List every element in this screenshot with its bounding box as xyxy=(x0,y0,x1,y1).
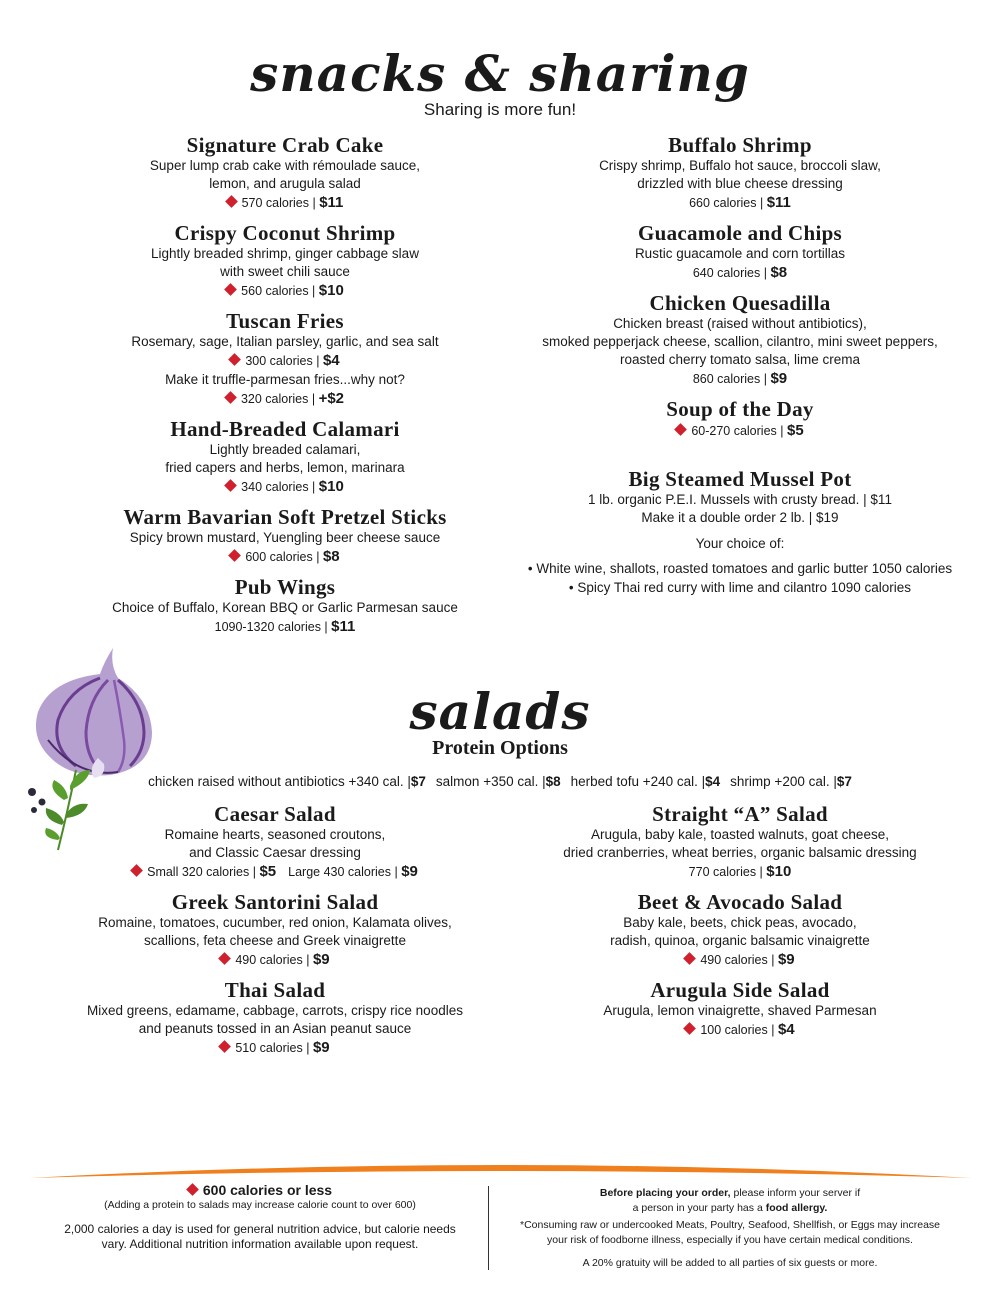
item-calories: 340 calories xyxy=(241,480,309,494)
item-name: Warm Bavarian Soft Pretzel Sticks xyxy=(123,505,447,529)
item-name: Guacamole and Chips xyxy=(637,221,843,245)
item-name: Crispy Coconut Shrimp xyxy=(174,221,396,245)
item-desc: Rustic guacamole and corn tortillas xyxy=(634,246,846,261)
menu-item xyxy=(510,292,970,389)
protein-option-price: $7 xyxy=(836,774,852,789)
item-desc: smoked pepperjack cheese, scallion, cilantro, mini sweet peppers, xyxy=(542,334,938,349)
diamond-icon xyxy=(228,549,241,562)
item-calories: Large 430 calories xyxy=(288,865,391,879)
item-desc: and Classic Caesar dressing xyxy=(189,845,361,860)
menu-item xyxy=(60,891,490,970)
item-desc: radish, quinoa, organic balsamic vinaigrette xyxy=(610,933,870,948)
item-calories: 300 calories xyxy=(245,354,313,368)
item-price-line: 340 calories | $10 xyxy=(60,477,510,497)
protein-option xyxy=(436,774,561,789)
item-name: Big Steamed Mussel Pot xyxy=(628,467,852,491)
mussel-option: • White wine, shallots, roasted tomatoes and garlic butter 1050 calories xyxy=(527,561,953,576)
item-calories: 770 calories xyxy=(688,865,757,879)
item-desc: lemon, and arugula salad xyxy=(209,176,361,191)
item-desc: drizzled with blue cheese dressing xyxy=(637,176,843,191)
item-price: $5 xyxy=(786,422,804,439)
raw-food-warning: *Consuming raw or undercooked Meats, Poultry, Seafood, Shellfish, or Eggs may increase your risk of foodborne illness, especially if you have certain medical conditions. xyxy=(519,1219,940,1246)
menu-item xyxy=(510,398,970,441)
menu-item xyxy=(60,506,510,567)
footer-legend: 600 calories or less xyxy=(202,1182,333,1198)
item-price-line: 60-270 calories | $5 xyxy=(510,421,970,441)
item-desc: Super lump crab cake with rémoulade sauce, xyxy=(149,158,421,173)
item-price-line: 640 calories | $8 xyxy=(692,264,788,281)
allergy-text: please inform your server if xyxy=(730,1187,861,1199)
menu-item xyxy=(60,222,510,301)
diamond-icon xyxy=(683,1022,696,1035)
section-title-snacks: snacks & sharing xyxy=(250,44,750,103)
item-name: Tuscan Fries xyxy=(226,309,344,333)
item-price-line: 490 calories | $9 xyxy=(60,950,490,970)
item-price: $10 xyxy=(318,478,344,495)
item-name: Chicken Quesadilla xyxy=(649,291,831,315)
item-desc: with sweet chili sauce xyxy=(220,264,350,279)
item-desc: Arugula, baby kale, toasted walnuts, goat cheese, xyxy=(591,827,889,842)
item-desc: Lightly breaded shrimp, ginger cabbage slaw xyxy=(151,246,419,261)
item-price: $8 xyxy=(770,264,788,281)
footer-nutrition-text: 2,000 calories a day is used for general nutrition advice, but calorie needs vary. Additional nutrition information available upon request. xyxy=(64,1222,456,1251)
item-price: $9 xyxy=(777,951,795,968)
item-price-line: 660 calories | $11 xyxy=(689,194,791,211)
item-desc: Crispy shrimp, Buffalo hot sauce, broccoli slaw, xyxy=(599,158,881,173)
protein-option-text: herbed tofu +240 cal. | xyxy=(570,774,706,789)
item-price-line: 490 calories | $9 xyxy=(510,950,970,970)
item-desc: Make it truffle-parmesan fries...why not? xyxy=(165,372,405,387)
item-name: Greek Santorini Salad xyxy=(171,890,379,914)
item-price-line: Small 320 calories | $5 Large 430 calories | $9 xyxy=(60,862,490,882)
item-price: $8 xyxy=(322,548,340,565)
protein-option-price: $8 xyxy=(545,774,561,789)
salads-right-column xyxy=(510,803,970,1040)
protein-option xyxy=(148,774,426,789)
section-title-salads: salads xyxy=(409,682,591,741)
diamond-icon xyxy=(224,283,237,296)
diamond-icon xyxy=(218,952,231,965)
allergy-text: a person in your party has a xyxy=(632,1202,766,1214)
item-calories: 560 calories xyxy=(241,284,309,298)
item-name: Soup of the Day xyxy=(666,397,814,421)
item-calories: 60-270 calories xyxy=(691,424,777,438)
item-calories: 640 calories xyxy=(692,266,761,280)
menu-item xyxy=(60,576,510,637)
item-desc: fried capers and herbs, lemon, marinara xyxy=(165,460,405,475)
item-desc: and peanuts tossed in an Asian peanut sauce xyxy=(138,1021,412,1036)
snacks-left-column xyxy=(60,134,510,637)
item-calories: 860 calories xyxy=(692,372,761,386)
item-price-line: 100 calories | $4 xyxy=(510,1020,970,1040)
item-price-line: 1090-1320 calories | $11 xyxy=(214,618,356,635)
footer-calorie-note xyxy=(60,1182,460,1252)
diamond-icon xyxy=(225,195,238,208)
protein-option-text: salmon +350 cal. | xyxy=(435,774,546,789)
menu-item xyxy=(60,803,490,882)
menu-item xyxy=(510,803,970,882)
item-calories: 660 calories xyxy=(689,196,757,210)
menu-item xyxy=(510,222,970,283)
item-name: Straight “A” Salad xyxy=(652,802,828,826)
protein-option-price: $7 xyxy=(410,774,426,789)
footer-divider xyxy=(488,1186,489,1270)
item-price-line: 320 calories | +$2 xyxy=(60,389,510,409)
item-price-line: 770 calories | $10 xyxy=(688,863,792,880)
allergy-bold: food allergy. xyxy=(765,1202,828,1214)
salads-left-column xyxy=(60,803,490,1058)
item-price: $9 xyxy=(770,370,788,387)
item-calories: 490 calories xyxy=(235,953,303,967)
gratuity-note: A 20% gratuity will be added to all parties of six guests or more. xyxy=(582,1257,878,1269)
item-price: $11 xyxy=(766,194,791,211)
item-price: $4 xyxy=(322,352,340,369)
snacks-right-column xyxy=(510,134,970,441)
protein-options-title: Protein Options xyxy=(432,737,568,759)
item-price-line: 300 calories | $4 xyxy=(60,351,510,371)
allergy-bold: Before placing your order, xyxy=(599,1187,731,1199)
item-desc: Romaine, tomatoes, cucumber, red onion, Kalamata olives, xyxy=(98,915,452,930)
protein-options-line xyxy=(0,774,1000,789)
diamond-icon xyxy=(130,864,143,877)
item-name: Signature Crab Cake xyxy=(186,133,384,157)
item-price-line: 570 calories | $11 xyxy=(60,193,510,213)
item-name: Pub Wings xyxy=(234,575,336,599)
item-name: Arugula Side Salad xyxy=(650,978,830,1002)
menu-item xyxy=(510,891,970,970)
item-name: Hand-Breaded Calamari xyxy=(170,417,400,441)
item-price: $11 xyxy=(331,618,356,635)
menu-item xyxy=(510,979,970,1040)
menu-item xyxy=(60,979,490,1058)
diamond-icon xyxy=(683,952,696,965)
diamond-icon xyxy=(228,353,241,366)
mussel-pot-item xyxy=(510,468,970,597)
item-price: $9 xyxy=(312,1039,330,1056)
item-price: $5 xyxy=(259,863,277,880)
item-desc: Chicken breast (raised without antibiotics), xyxy=(613,316,867,331)
footer-allergy-note xyxy=(510,1186,950,1271)
item-calories: Small 320 calories xyxy=(147,865,250,879)
item-price-line: 860 calories | $9 xyxy=(692,370,788,387)
item-desc: scallions, feta cheese and Greek vinaigrette xyxy=(144,933,406,948)
item-desc: Mixed greens, edamame, cabbage, carrots, crispy rice noodles xyxy=(87,1003,463,1018)
item-price: $10 xyxy=(318,282,344,299)
item-desc: Your choice of: xyxy=(695,536,785,551)
item-desc: dried cranberries, wheat berries, organic balsamic dressing xyxy=(563,845,917,860)
item-name: Buffalo Shrimp xyxy=(668,133,812,157)
diamond-icon xyxy=(186,1183,199,1196)
item-desc: Choice of Buffalo, Korean BBQ or Garlic Parmesan sauce xyxy=(112,600,458,615)
item-desc: Romaine hearts, seasoned croutons, xyxy=(164,827,386,842)
item-price: $11 xyxy=(319,194,344,211)
item-desc: Arugula, lemon vinaigrette, shaved Parmesan xyxy=(603,1003,877,1018)
item-calories: 1090-1320 calories xyxy=(214,620,321,634)
item-calories: 600 calories xyxy=(245,550,313,564)
menu-item xyxy=(60,134,510,213)
protein-option xyxy=(571,774,721,789)
item-calories: 100 calories xyxy=(700,1023,768,1037)
item-calories: 570 calories xyxy=(241,196,309,210)
item-price: $9 xyxy=(312,951,330,968)
item-price-line: 560 calories | $10 xyxy=(60,281,510,301)
item-name: Caesar Salad xyxy=(214,802,336,826)
mussel-option: • Spicy Thai red curry with lime and cilantro 1090 calories xyxy=(568,580,912,595)
menu-item xyxy=(510,134,970,213)
item-price: $4 xyxy=(777,1021,795,1038)
item-desc: Make it a double order 2 lb. | $19 xyxy=(641,510,839,525)
item-desc: Baby kale, beets, chick peas, avocado, xyxy=(623,915,857,930)
diamond-icon xyxy=(218,1040,231,1053)
item-desc: Lightly breaded calamari, xyxy=(209,442,361,457)
menu-item xyxy=(60,418,510,497)
item-calories: 510 calories xyxy=(235,1041,303,1055)
item-price-line: 510 calories | $9 xyxy=(60,1038,490,1058)
footer-swoosh xyxy=(0,1158,1000,1184)
item-desc: Spicy brown mustard, Yuengling beer cheese sauce xyxy=(129,530,441,545)
item-desc: 1 lb. organic P.E.I. Mussels with crusty bread. | $11 xyxy=(588,492,892,507)
item-name: Beet & Avocado Salad xyxy=(637,890,843,914)
protein-option xyxy=(730,774,852,789)
footer-protein-note: (Adding a protein to salads may increase calorie count to over 600) xyxy=(104,1199,416,1211)
item-price: $10 xyxy=(766,863,792,880)
section-subtitle: Sharing is more fun! xyxy=(423,100,577,119)
item-price-line: 600 calories | $8 xyxy=(60,547,510,567)
protein-option-text: shrimp +200 cal. | xyxy=(730,774,837,789)
item-desc: Rosemary, sage, Italian parsley, garlic, and sea salt xyxy=(131,334,439,349)
diamond-icon xyxy=(674,423,687,436)
item-name: Thai Salad xyxy=(224,978,326,1002)
item-price: $9 xyxy=(401,863,418,880)
diamond-icon xyxy=(224,391,237,404)
menu-item xyxy=(60,310,510,409)
item-desc: roasted cherry tomato salsa, lime crema xyxy=(619,352,861,367)
item-calories: 490 calories xyxy=(700,953,768,967)
protein-option-price: $4 xyxy=(705,774,721,789)
item-calories: 320 calories xyxy=(240,392,309,406)
diamond-icon xyxy=(224,479,237,492)
item-price: +$2 xyxy=(318,390,345,407)
protein-option-text: chicken raised without antibiotics +340 cal. | xyxy=(148,774,411,789)
